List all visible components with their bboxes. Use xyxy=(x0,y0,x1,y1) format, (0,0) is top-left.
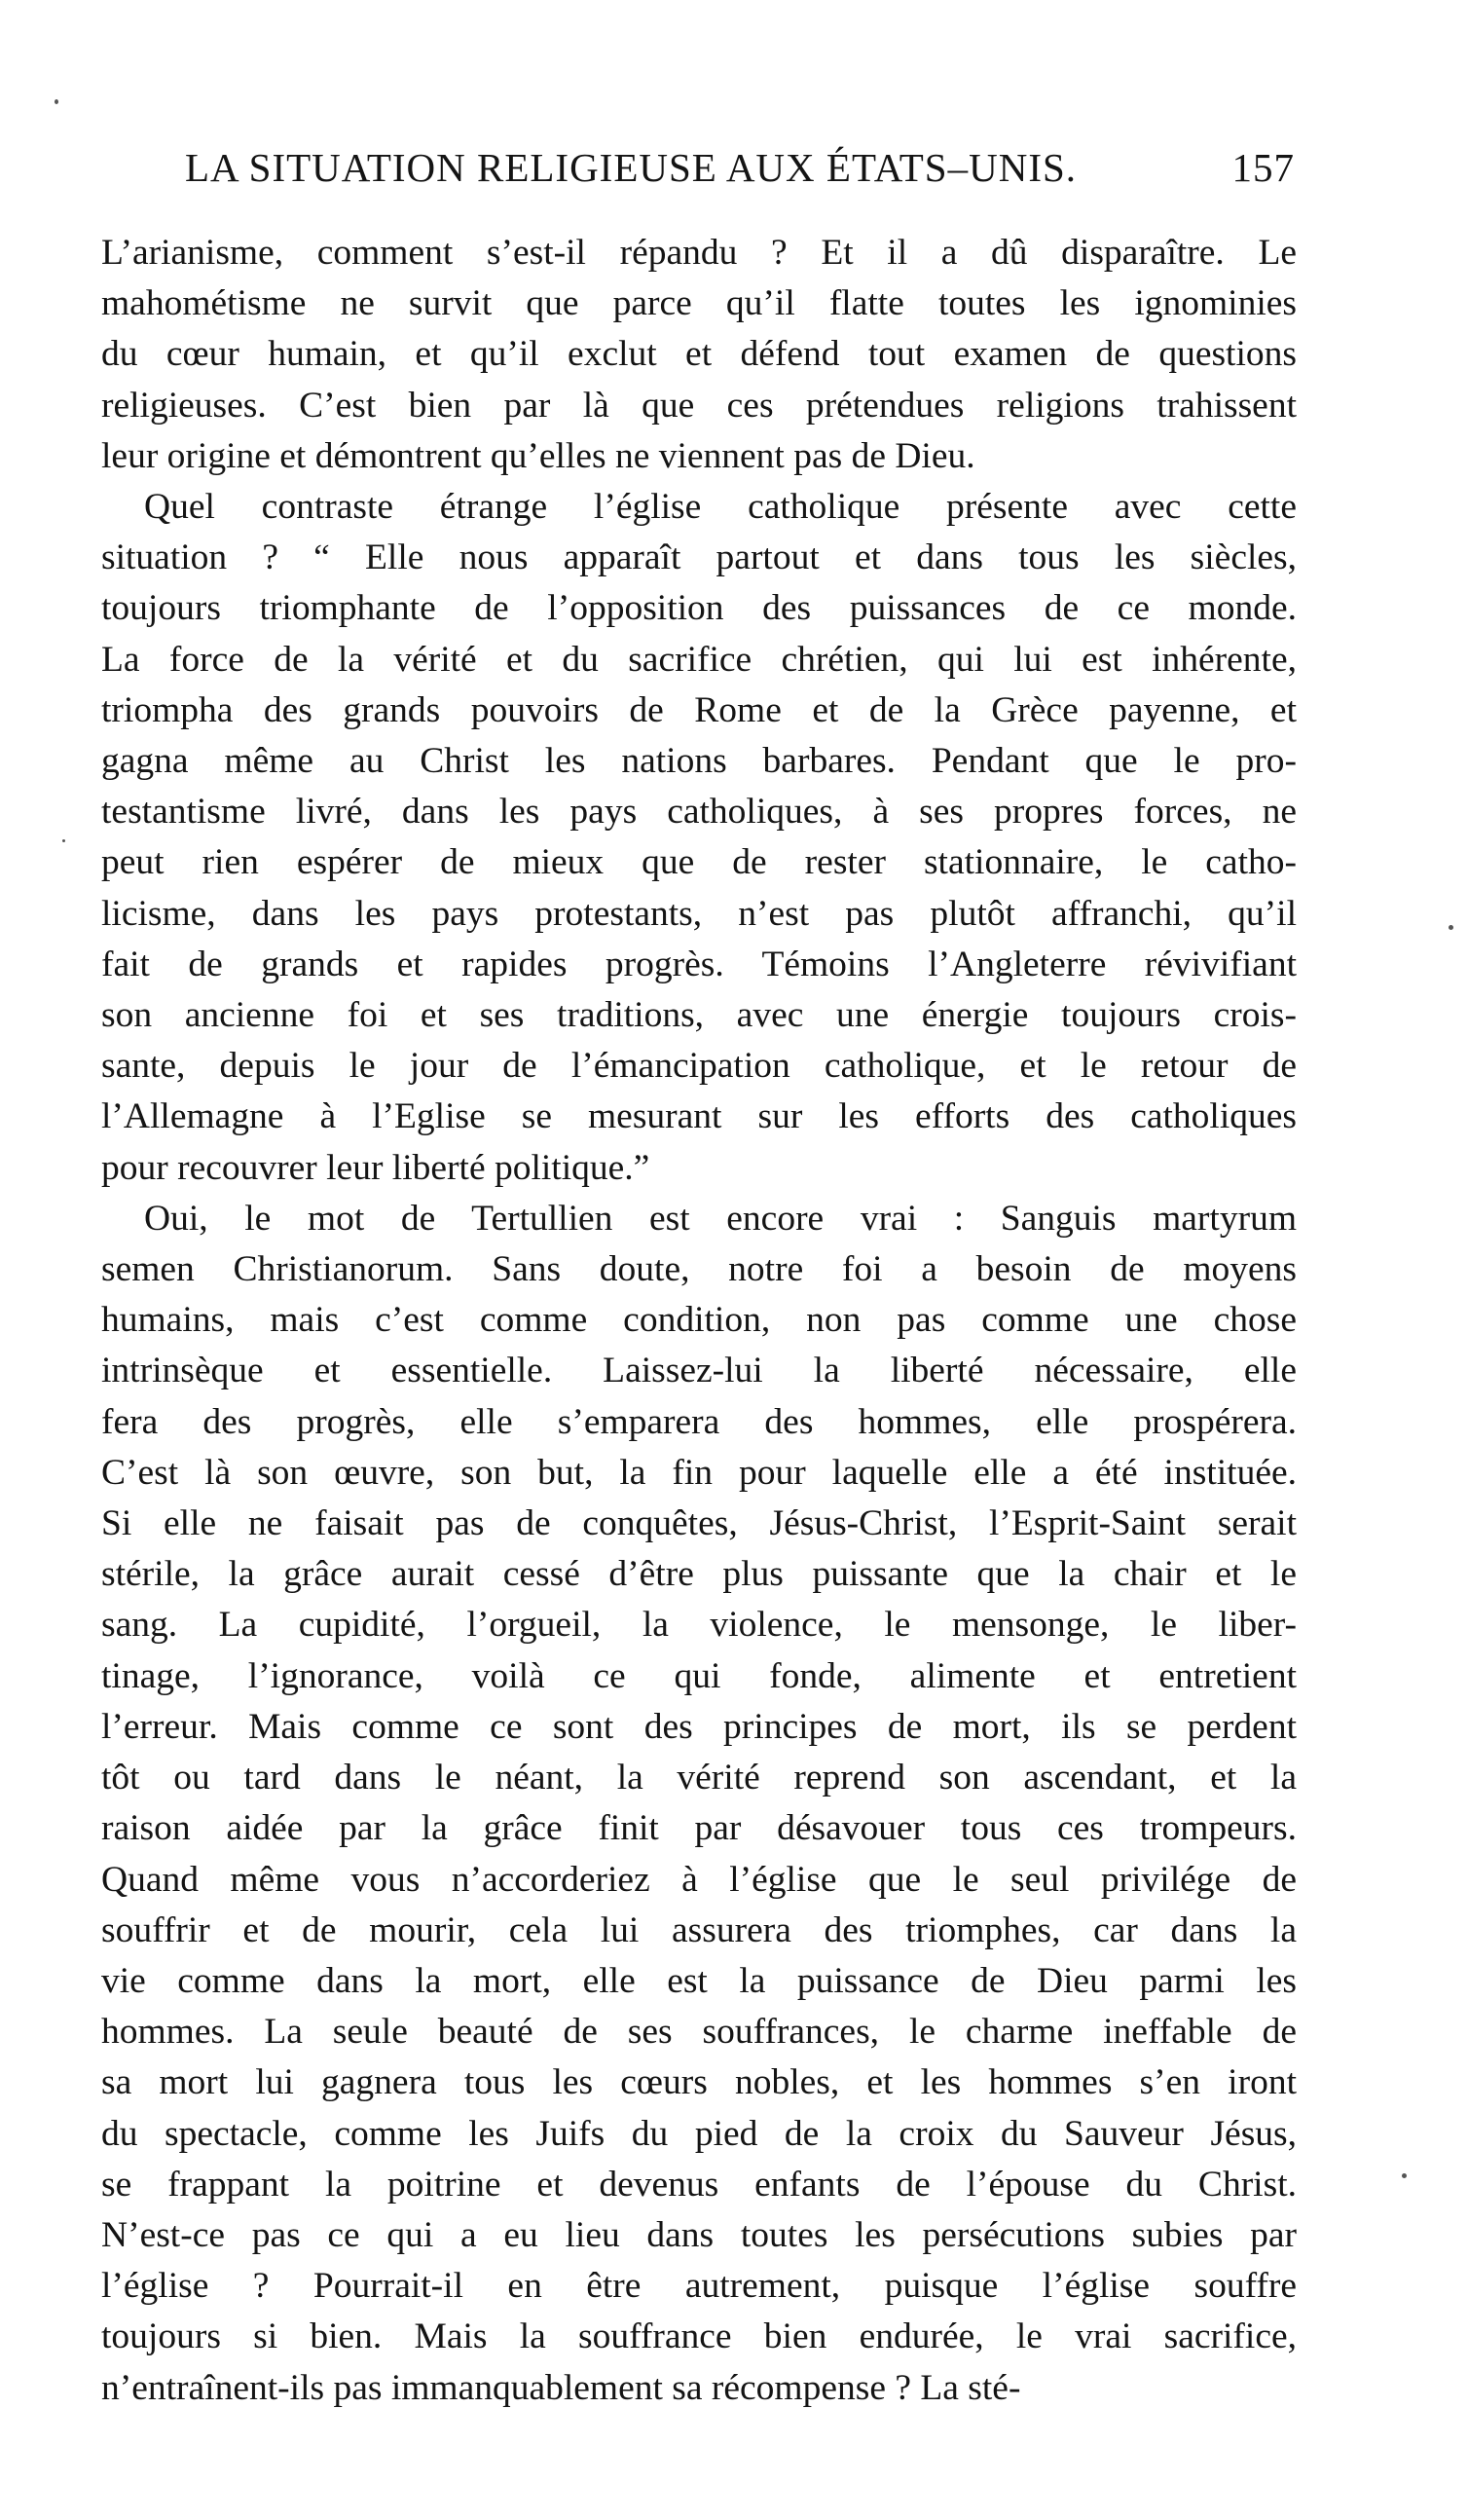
paragraph xyxy=(101,1194,1297,2414)
text-line: La force de la vérité et du sacrifice chrétien, qui lui est inhérente, xyxy=(101,639,1297,680)
paragraph xyxy=(101,482,1297,1194)
text-line: hommes. La seule beauté de ses souffrances, le charme ineffable de xyxy=(101,2012,1297,2053)
text-line: humains, mais c’est comme condition, non pas comme une chose xyxy=(101,1300,1297,1341)
paragraph xyxy=(101,228,1297,482)
running-head xyxy=(185,144,1295,203)
text-line: C’est là son œuvre, son but, la fin pour laquelle elle a été instituée. xyxy=(101,1452,1297,1493)
text-line: N’est-ce pas ce qui a eu lieu dans toutes les persécutions subies par xyxy=(101,2214,1297,2255)
text-line: du cœur humain, et qu’il exclut et défend tout examen de questions xyxy=(101,334,1297,375)
text-line: intrinsèque et essentielle. Laissez-lui la liberté nécessaire, elle xyxy=(101,1351,1297,1391)
text-line: semen Christianorum. Sans doute, notre foi a besoin de moyens xyxy=(101,1249,1297,1290)
text-line: Quand même vous n’accorderiez à l’église que le seul privilége de xyxy=(101,1859,1297,1900)
text-line: pour recouvrer leur liberté politique.” xyxy=(101,1147,650,1188)
text-line: se frappant la poitrine et devenus enfants de l’épouse du Christ. xyxy=(101,2164,1297,2205)
text-line: religieuses. C’est bien par là que ces prétendues religions trahissent xyxy=(101,385,1297,426)
scan-speck xyxy=(62,839,65,842)
text-line: sang. La cupidité, l’orgueil, la violence, le mensonge, le liber- xyxy=(101,1605,1297,1646)
text-line: tinage, l’ignorance, voilà ce qui fonde, alimente et entretient xyxy=(101,1655,1297,1696)
text-line: situation ? “ Elle nous apparaît partout et dans tous les siècles, xyxy=(101,537,1297,578)
body-text xyxy=(101,228,1297,2414)
running-title: LA SITUATION RELIGIEUSE AUX ÉTATS–UNIS. xyxy=(185,145,1078,190)
text-line: l’église ? Pourrait-il en être autrement, puisque l’église souffre xyxy=(101,2266,1297,2307)
text-line: fera des progrès, elle s’emparera des hommes, elle prospérera. xyxy=(101,1401,1297,1442)
text-line: sa mort lui gagnera tous les cœurs nobles, et les hommes s’en iront xyxy=(101,2062,1297,2103)
text-line: l’Allemagne à l’Eglise se mesurant sur les efforts des catholiques xyxy=(101,1096,1297,1137)
text-line: du spectacle, comme les Juifs du pied de la croix du Sauveur Jésus, xyxy=(101,2113,1297,2154)
text-line: fait de grands et rapides progrès. Témoins l’Angleterre révivifiant xyxy=(101,944,1297,984)
text-line: mahométisme ne survit que parce qu’il flatte toutes les ignominies xyxy=(101,283,1297,324)
text-line: Si elle ne faisait pas de conquêtes, Jésus-Christ, l’Esprit-Saint serait xyxy=(101,1503,1297,1544)
text-line: l’erreur. Mais comme ce sont des principes de mort, ils se perdent xyxy=(101,1706,1297,1747)
text-line: peut rien espérer de mieux que de rester stationnaire, le catho- xyxy=(101,842,1297,883)
scan-speck xyxy=(1449,925,1453,930)
text-line: souffrir et de mourir, cela lui assurera des triomphes, car dans la xyxy=(101,1909,1297,1950)
text-line: stérile, la grâce aurait cessé d’être plus puissante que la chair et le xyxy=(101,1554,1297,1595)
scan-speck xyxy=(1402,2173,1407,2178)
text-line: sante, depuis le jour de l’émancipation catholique, et le retour de xyxy=(101,1046,1297,1087)
text-line: triompha des grands pouvoirs de Rome et de la Grèce payenne, et xyxy=(101,689,1297,730)
text-line: vie comme dans la mort, elle est la puissance de Dieu parmi les xyxy=(101,1960,1297,2001)
text-line: toujours si bien. Mais la souffrance bien endurée, le vrai sacrifice, xyxy=(101,2316,1297,2357)
text-line: tôt ou tard dans le néant, la vérité reprend son ascendant, et la xyxy=(101,1758,1297,1798)
text-line: testantisme livré, dans les pays catholiques, à ses propres forces, ne xyxy=(101,792,1297,833)
text-line: Oui, le mot de Tertullien est encore vrai : Sanguis martyrum xyxy=(144,1198,1297,1239)
text-line: toujours triomphante de l’opposition des puissances de ce monde. xyxy=(101,588,1297,629)
text-line: Quel contraste étrange l’église catholique présente avec cette xyxy=(144,487,1297,528)
text-line: raison aidée par la grâce finit par désavouer tous ces trompeurs. xyxy=(101,1808,1297,1849)
text-line: leur origine et démontrent qu’elles ne viennent pas de Dieu. xyxy=(101,435,975,476)
text-line: L’arianisme, comment s’est-il répandu ? Et il a dû disparaître. Le xyxy=(101,233,1297,273)
text-line: licisme, dans les pays protestants, n’est pas plutôt affranchi, qu’il xyxy=(101,893,1297,934)
page-number: 157 xyxy=(1231,145,1295,190)
scan-speck xyxy=(55,99,58,104)
text-line: n’entraînent-ils pas immanquablement sa récompense ? La sté- xyxy=(101,2367,1021,2408)
text-line: son ancienne foi et ses traditions, avec une énergie toujours crois- xyxy=(101,995,1297,1036)
text-line: gagna même au Christ les nations barbares. Pendant que le pro- xyxy=(101,741,1297,782)
